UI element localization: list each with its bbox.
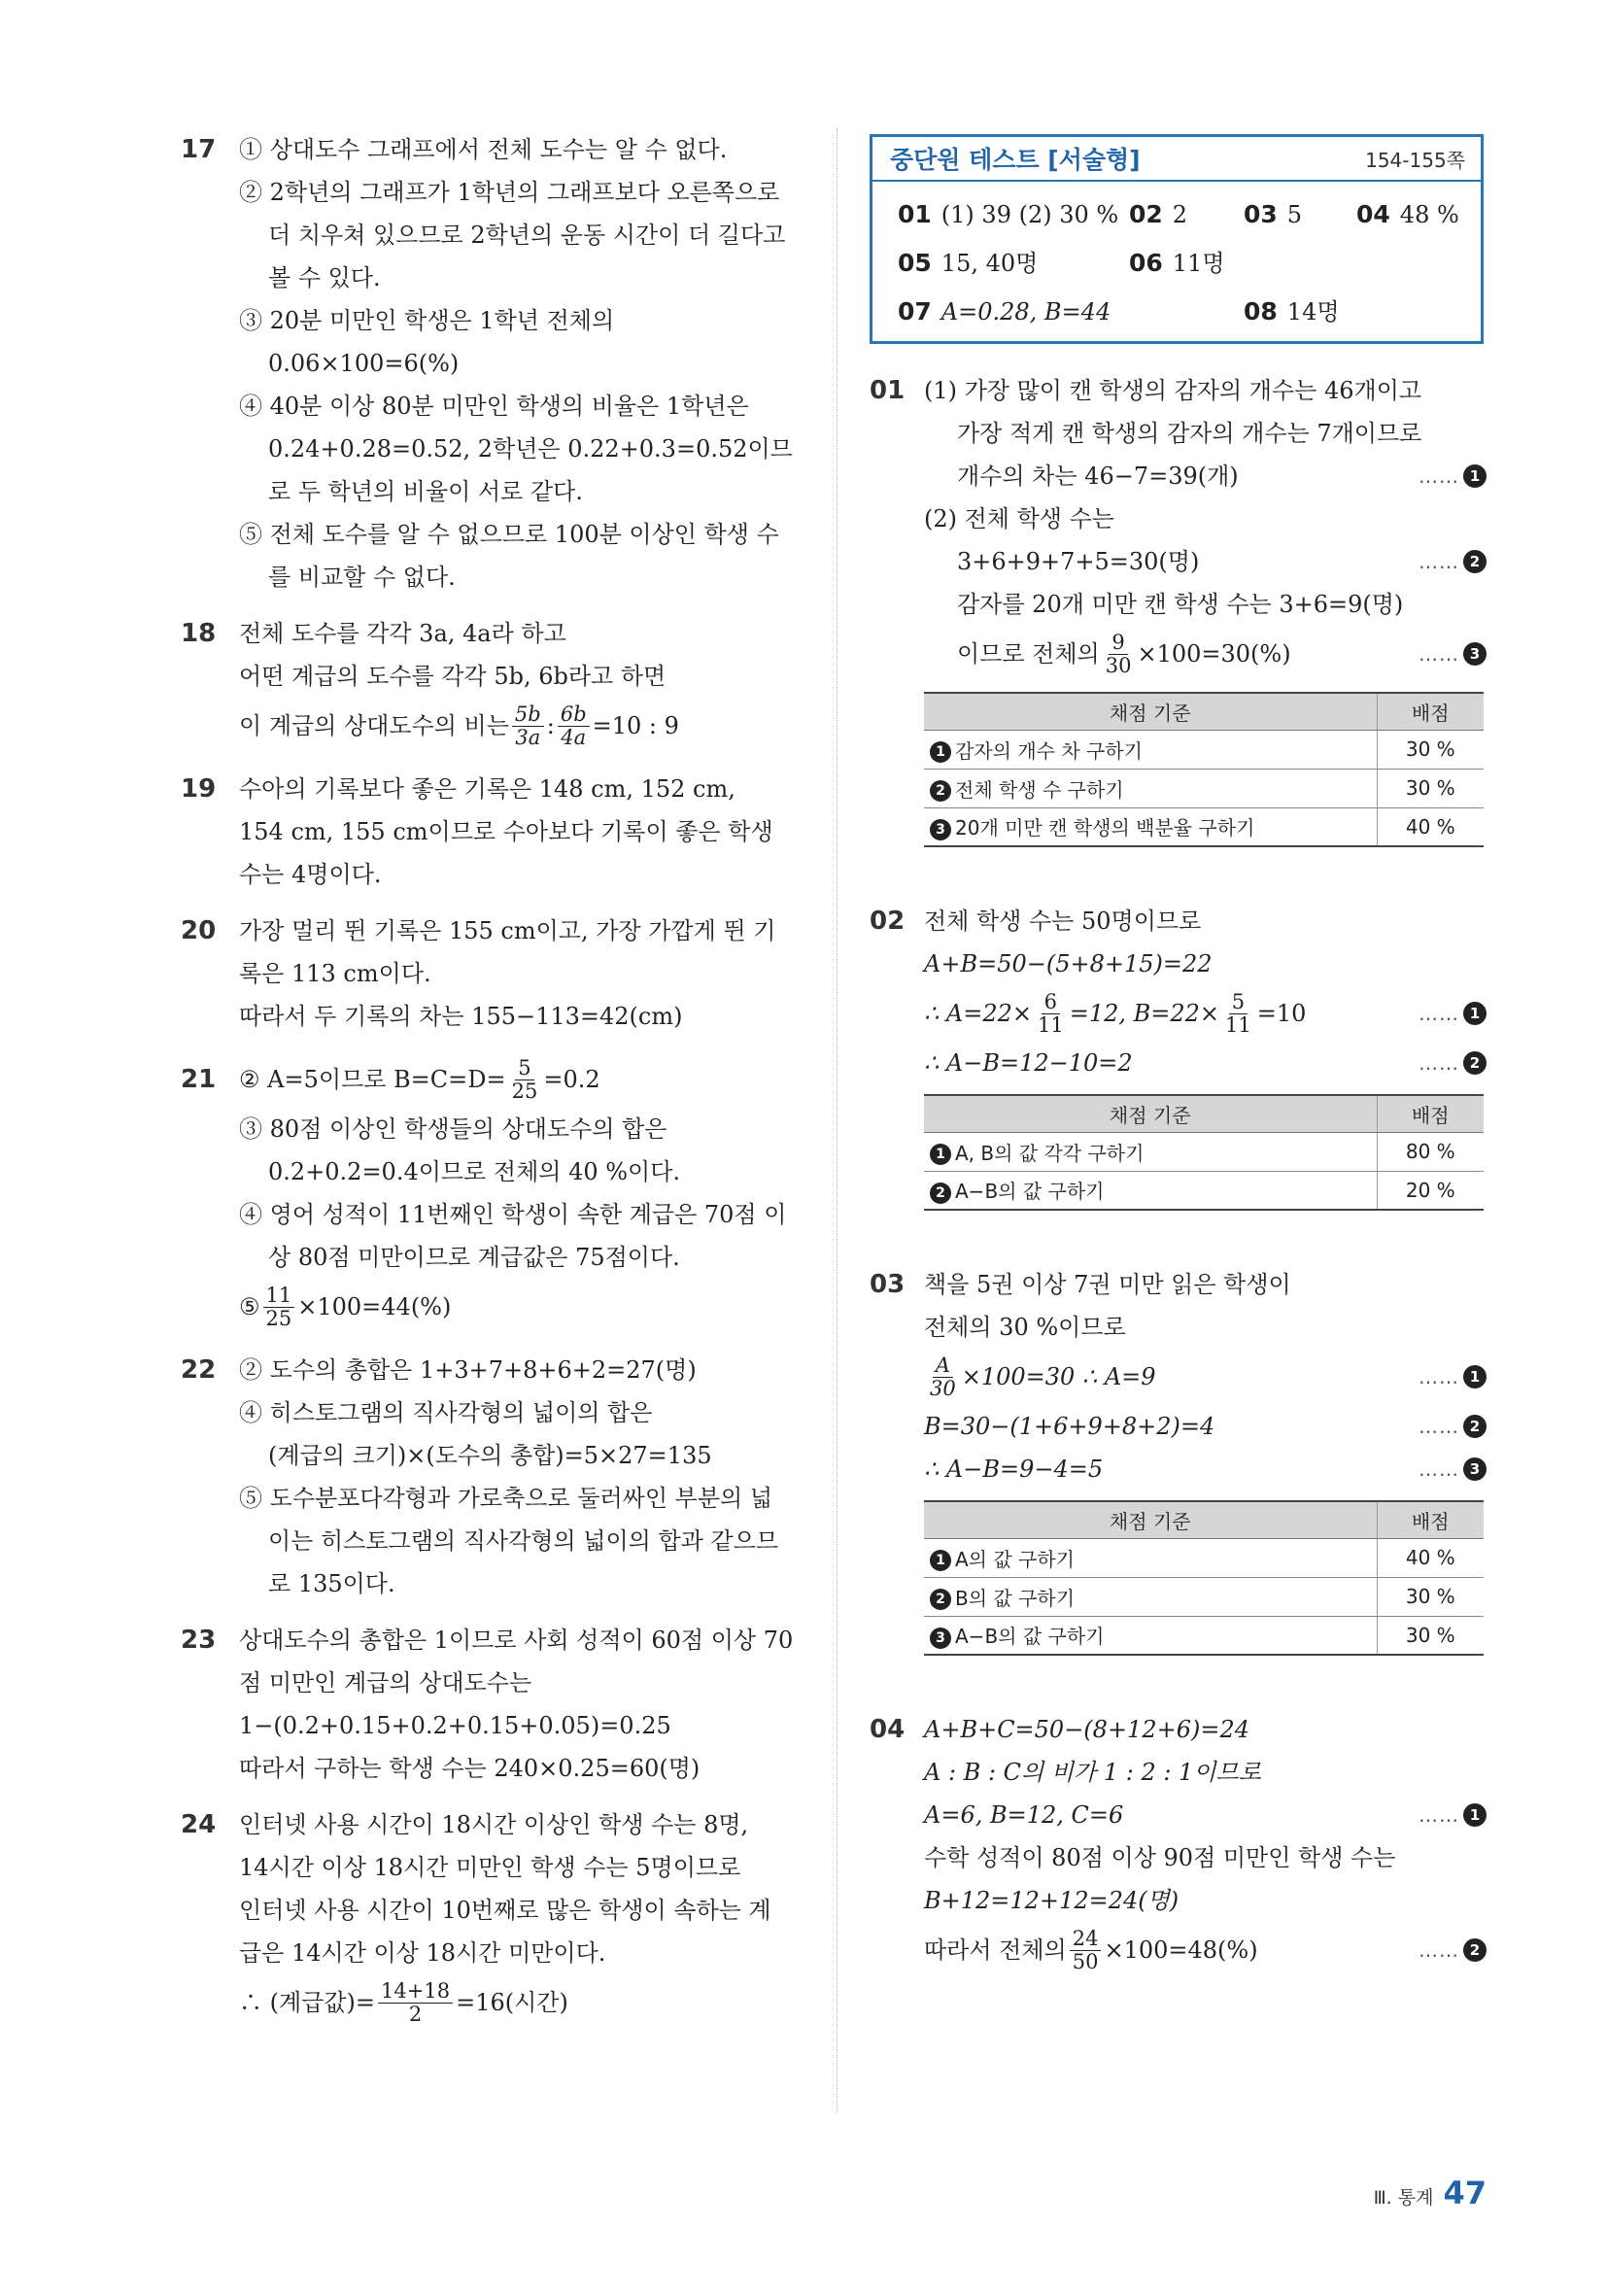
answer-01 <box>870 369 1487 847</box>
text-line: A+B+C=50−(8+12+6)=24 <box>924 1716 1249 1743</box>
text-line: ② 도수의 총합은 1+3+7+8+6+2=27(명) <box>239 1356 697 1384</box>
text-segment: =10 : 9 <box>592 712 679 739</box>
fraction-numerator: 14+18 <box>378 1981 453 2004</box>
criteria-cell <box>924 1577 1377 1616</box>
summary-item-answer: 2 <box>1172 201 1188 228</box>
text-line: 1−(0.2+0.15+0.2+0.15+0.05)=0.25 <box>239 1712 671 1739</box>
math-line <box>924 626 1487 682</box>
points-cell: 30 % <box>1377 769 1484 807</box>
problem-21 <box>181 1051 803 1335</box>
problem-number: 19 <box>181 774 217 804</box>
text-line: ④ 영어 성적이 11번째인 학생이 속한 계급은 70점 이 <box>239 1201 787 1228</box>
criteria-cell <box>924 807 1377 846</box>
text-segment: ×100=30(%) <box>1137 640 1291 668</box>
math-line <box>924 1349 1487 1405</box>
text-line <box>924 1042 1487 1084</box>
text-segment: 이 계급의 상대도수의 비는 <box>239 712 509 739</box>
text-line: 0.24+0.28=0.52, 2학년은 0.22+0.3=0.52이므 <box>268 435 793 463</box>
criteria-text: A, B의 값 각각 구하기 <box>955 1141 1145 1165</box>
summary-item-answer: 11명 <box>1172 250 1225 277</box>
text-segment: 따라서 전체의 <box>924 1936 1067 1964</box>
problem-19 <box>181 768 803 896</box>
grading-table <box>924 1500 1484 1656</box>
criteria-text: A−B의 값 구하기 <box>955 1180 1105 1204</box>
step-marker-1 <box>1419 1794 1487 1836</box>
step-number-icon: 1 <box>930 1144 951 1165</box>
fraction-numerator: 6 <box>1042 992 1060 1014</box>
leader-dots: …… <box>1419 1415 1459 1438</box>
problem-number: 20 <box>181 916 217 945</box>
text-line: 상대도수의 총합은 1이므로 사회 성적이 60점 이상 70 <box>239 1627 794 1654</box>
step-marker-2 <box>1419 1042 1487 1084</box>
table-row <box>924 1132 1484 1171</box>
step-number-icon: 1 <box>1463 1365 1487 1388</box>
text-line: 전체 학생 수는 50명이므로 <box>924 908 1202 935</box>
text-segment: ∴ A−B=9−4=5 <box>924 1456 1104 1483</box>
summary-header <box>872 137 1481 182</box>
criteria-header: 채점 기준 <box>924 693 1377 730</box>
right-column <box>870 134 1487 1992</box>
points-cell: 40 % <box>1377 1538 1484 1577</box>
criteria-text: A의 값 구하기 <box>955 1547 1075 1571</box>
criteria-text: 20개 미만 캔 학생의 백분율 구하기 <box>955 816 1255 840</box>
text-segment: ∴ A−B=12−10=2 <box>924 1049 1133 1077</box>
table-header-row <box>924 693 1484 730</box>
text-line: 수학 성적이 80점 이상 90점 미만인 학생 수는 <box>924 1844 1396 1871</box>
page-footer <box>1374 2175 1487 2211</box>
step-marker-3 <box>1419 1448 1487 1491</box>
left-column <box>181 128 803 2044</box>
text-line: ③ 20분 미만인 학생은 1학년 전체의 <box>239 307 615 334</box>
text-line: 수아의 기록보다 좋은 기록은 148 cm, 152 cm, <box>239 775 735 803</box>
points-cell: 30 % <box>1377 1577 1484 1616</box>
text-segment: =12, B=22× <box>1069 1000 1220 1027</box>
fraction-denominator: 11 <box>1038 1012 1064 1037</box>
text-segment: B=30−(1+6+9+8+2)=4 <box>924 1413 1215 1440</box>
text-line <box>924 455 1487 497</box>
summary-item-number: 07 <box>898 297 932 326</box>
summary-item-01 <box>898 197 1118 232</box>
criteria-text: B의 값 구하기 <box>955 1586 1076 1610</box>
points-cell: 30 % <box>1377 730 1484 769</box>
text-line: 0.06×100=6(%) <box>268 350 460 377</box>
criteria-text: A−B의 값 구하기 <box>955 1625 1105 1649</box>
math-line <box>239 1974 803 2031</box>
text-segment: ×100=30 ∴ A=9 <box>961 1363 1156 1390</box>
leader-dots: …… <box>1419 464 1459 488</box>
leader-dots: …… <box>1419 1051 1459 1075</box>
text-line: 인터넷 사용 시간이 18시간 이상인 학생 수는 8명, <box>239 1811 749 1838</box>
problem-22 <box>181 1349 803 1605</box>
table-row <box>924 730 1484 769</box>
text-line: ③ 80점 이상인 학생들의 상대도수의 합은 <box>239 1115 667 1143</box>
text-line: 전체의 30 %이므로 <box>924 1314 1126 1341</box>
table-row <box>924 1538 1484 1577</box>
summary-item-number: 02 <box>1129 200 1163 228</box>
text-segment: ⑤ <box>239 1293 260 1320</box>
text-line: ④ 40분 이상 80분 미만인 학생의 비율은 1학년은 <box>239 393 749 420</box>
summary-item-number: 05 <box>898 249 932 277</box>
summary-item-number: 03 <box>1244 200 1278 228</box>
fraction <box>509 1055 541 1103</box>
step-number-icon: 2 <box>1463 1415 1487 1438</box>
fraction <box>927 1355 959 1399</box>
step-marker-2 <box>1419 1405 1487 1448</box>
summary-item-answer: A=0.28, B=44 <box>940 298 1111 326</box>
text-line: ① 상대도수 그래프에서 전체 도수는 알 수 없다. <box>239 136 728 163</box>
text-line: ② 2학년의 그래프가 1학년의 그래프보다 오른쪽으로 <box>239 179 780 206</box>
text-line: 볼 수 있다. <box>268 264 381 291</box>
summary-item-03 <box>1244 197 1302 232</box>
text-line <box>924 1794 1487 1836</box>
text-line: (2) 전체 학생 수는 <box>924 505 1114 532</box>
fraction-numerator: 9 <box>1109 633 1127 655</box>
criteria-cell <box>924 1132 1377 1171</box>
text-segment: ∴ A=22× <box>924 1000 1032 1027</box>
fraction-numerator: 24 <box>1070 1929 1102 1951</box>
text-line: ④ 히스토그램의 직사각형의 넓이의 합은 <box>239 1399 653 1426</box>
text-line: ⑤ 도수분포다각형과 가로축으로 둘러싸인 부분의 넓 <box>239 1485 773 1512</box>
grading-table <box>924 1094 1484 1211</box>
fraction <box>1035 989 1067 1037</box>
problem-number: 22 <box>181 1355 217 1385</box>
summary-item-07 <box>898 294 1111 329</box>
fraction-numerator: 11 <box>263 1285 295 1308</box>
fraction <box>512 704 544 748</box>
text-line <box>924 540 1487 583</box>
fraction <box>558 704 590 748</box>
answer-04 <box>870 1708 1487 1978</box>
summary-item-answer: (1) 39 (2) 30 % <box>940 201 1119 228</box>
summary-title: 중단원 테스트 [서술형] <box>890 146 1141 174</box>
problem-number: 03 <box>870 1270 906 1299</box>
text-line: 급은 14시간 이상 18시간 미만이다. <box>239 1939 606 1967</box>
step-marker-3 <box>1419 626 1487 682</box>
problem-number: 18 <box>181 619 217 648</box>
criteria-header: 채점 기준 <box>924 1095 1377 1132</box>
step-number-icon: 2 <box>1463 1051 1487 1075</box>
leader-dots: …… <box>1419 1457 1459 1481</box>
text-line <box>924 1405 1487 1448</box>
points-header: 배점 <box>1377 1501 1484 1538</box>
text-line: (1) 가장 많이 캔 학생의 감자의 개수는 46개이고 <box>924 377 1422 404</box>
fraction-numerator: 5 <box>1229 992 1248 1014</box>
table-row <box>924 769 1484 807</box>
step-number-icon: 2 <box>930 1589 951 1610</box>
step-number-icon: 3 <box>930 819 951 840</box>
text-line: (계급의 크기)×(도수의 총합)=5×27=135 <box>268 1442 712 1469</box>
text-line: 따라서 두 기록의 차는 155−113=42(cm) <box>239 1003 683 1030</box>
points-header: 배점 <box>1377 693 1484 730</box>
step-number-icon: 1 <box>1463 1002 1487 1025</box>
step-number-icon: 1 <box>1463 1803 1487 1827</box>
text-segment: ×100=48(%) <box>1104 1936 1258 1964</box>
text-segment: 이므로 전체의 <box>957 640 1100 668</box>
problem-number: 02 <box>870 907 906 936</box>
math-line <box>924 985 1487 1042</box>
step-number-icon: 2 <box>1463 1938 1487 1962</box>
problem-24 <box>181 1803 803 2031</box>
criteria-cell <box>924 1538 1377 1577</box>
criteria-cell <box>924 730 1377 769</box>
text-segment: ② A=5이므로 B=C=D= <box>239 1066 506 1093</box>
fraction-denominator: 11 <box>1225 1012 1251 1037</box>
column-divider <box>837 128 838 2112</box>
criteria-cell <box>924 1616 1377 1655</box>
points-header: 배점 <box>1377 1095 1484 1132</box>
summary-item-answer: 14명 <box>1286 298 1340 326</box>
summary-item-number: 04 <box>1356 200 1390 228</box>
step-number-icon: 2 <box>930 780 951 802</box>
math-line <box>239 1279 803 1335</box>
page-number: 47 <box>1443 2175 1487 2211</box>
text-line: 점 미만인 계급의 상대도수는 <box>239 1669 532 1696</box>
leader-dots: …… <box>1419 642 1459 666</box>
leader-dots: …… <box>1419 550 1459 573</box>
text-line: 가장 적게 캔 학생의 감자의 개수는 7개이므로 <box>957 420 1422 447</box>
text-line: ⑤ 전체 도수를 알 수 없으므로 100분 이상인 학생 수 <box>239 521 779 548</box>
text-segment: A=6, B=12, C=6 <box>924 1801 1124 1829</box>
problem-number: 23 <box>181 1626 217 1655</box>
step-marker-2 <box>1419 1922 1487 1978</box>
step-number-icon: 3 <box>930 1628 951 1649</box>
step-number-icon: 1 <box>930 1550 951 1571</box>
fraction-denominator: 30 <box>1105 653 1132 677</box>
problem-number: 01 <box>870 376 906 405</box>
criteria-cell <box>924 1171 1377 1210</box>
text-line <box>924 1448 1487 1491</box>
table-row <box>924 1616 1484 1655</box>
criteria-cell <box>924 769 1377 807</box>
text-line: 154 cm, 155 cm이므로 수아보다 기록이 좋은 학생 <box>239 818 773 845</box>
text-line: 로 135이다. <box>268 1570 395 1597</box>
step-number-icon: 3 <box>1463 1457 1487 1481</box>
leader-dots: …… <box>1419 1002 1459 1025</box>
leader-dots: …… <box>1419 1365 1459 1388</box>
text-line: 책을 5권 이상 7권 미만 읽은 학생이 <box>924 1271 1291 1298</box>
text-segment: 3+6+9+7+5=30(명) <box>957 548 1200 575</box>
step-number-icon: 1 <box>930 741 951 763</box>
points-cell: 20 % <box>1377 1171 1484 1210</box>
points-cell: 40 % <box>1377 807 1484 846</box>
text-line: 이는 히스토그램의 직사각형의 넓이의 합과 같으므 <box>268 1527 779 1555</box>
text-line: A+B=50−(5+8+15)=22 <box>924 950 1213 977</box>
step-number-icon: 3 <box>1463 642 1487 666</box>
points-cell: 30 % <box>1377 1616 1484 1655</box>
text-segment: 개수의 차는 46−7=39(개) <box>957 463 1239 490</box>
fraction <box>1070 1926 1102 1973</box>
problem-number: 04 <box>870 1715 906 1744</box>
summary-item-02 <box>1129 197 1187 232</box>
summary-item-answer: 48 % <box>1399 201 1459 228</box>
text-line: B+12=12+12=24(명) <box>924 1887 1180 1914</box>
text-line: 를 비교할 수 없다. <box>268 564 456 591</box>
problem-number: 24 <box>181 1810 217 1839</box>
problem-number: 17 <box>181 135 217 164</box>
step-number-icon: 2 <box>1463 550 1487 573</box>
text-line: 14시간 이상 18시간 미만인 학생 수는 5명이므로 <box>239 1854 741 1881</box>
problem-17 <box>181 128 803 599</box>
colon: : <box>546 712 555 739</box>
fraction-denominator: 50 <box>1072 1949 1099 1973</box>
fraction-numerator: 6b <box>558 704 590 727</box>
fraction-denominator: 4a <box>561 725 587 749</box>
fraction-denominator: 2 <box>408 2002 423 2026</box>
summary-item-05 <box>898 246 1038 281</box>
fraction-denominator: 25 <box>265 1306 292 1330</box>
text-line: 수는 4명이다. <box>239 861 382 888</box>
step-number-icon: 1 <box>1463 464 1487 488</box>
fraction <box>1103 630 1135 677</box>
summary-item-06 <box>1129 246 1225 281</box>
step-marker-1 <box>1419 1349 1487 1405</box>
text-line: 상 80점 미만이므로 계급값은 75점이다. <box>268 1244 680 1271</box>
text-segment: ∴ (계급값)= <box>239 1989 376 2016</box>
summary-item-04 <box>1356 197 1459 232</box>
text-line: 록은 113 cm이다. <box>239 960 431 987</box>
table-header-row <box>924 1501 1484 1538</box>
step-marker-1 <box>1419 455 1487 497</box>
fraction-numerator: 5b <box>512 704 544 727</box>
text-segment: ×100=44(%) <box>297 1293 452 1320</box>
text-line: 어떤 계급의 도수를 각각 5b, 6b라고 하면 <box>239 663 667 690</box>
fraction-numerator: 5 <box>515 1058 533 1080</box>
answer-03 <box>870 1263 1487 1656</box>
summary-item-number: 06 <box>1129 249 1163 277</box>
table-row <box>924 1577 1484 1616</box>
fraction-numerator: A <box>933 1355 953 1378</box>
math-line <box>239 698 803 754</box>
text-line: 가장 멀리 뛴 기록은 155 cm이고, 가장 가깝게 뛴 기 <box>239 917 776 944</box>
chapter-label: Ⅲ. 통계 <box>1373 2187 1434 2209</box>
text-line: 전체 도수를 각각 3a, 4a라 하고 <box>239 620 566 647</box>
criteria-text: 전체 학생 수 구하기 <box>955 777 1124 802</box>
answer-02 <box>870 900 1487 1211</box>
leader-dots: …… <box>1419 1803 1459 1827</box>
summary-item-number: 08 <box>1244 297 1278 326</box>
text-line: 더 치우쳐 있으므로 2학년의 운동 시간이 더 길다고 <box>268 222 786 249</box>
summary-item-08 <box>1244 294 1340 329</box>
fraction <box>378 1978 453 2026</box>
table-header-row <box>924 1095 1484 1132</box>
math-line <box>239 1051 803 1108</box>
criteria-text: 감자의 개수 차 구하기 <box>955 738 1143 763</box>
fraction-denominator: 3a <box>515 725 541 749</box>
fraction <box>1222 989 1254 1037</box>
grading-table <box>924 692 1484 847</box>
text-line: 따라서 구하는 학생 수는 240×0.25=60(명) <box>239 1755 701 1782</box>
summary-item-answer: 15, 40명 <box>940 250 1039 277</box>
summary-page-range: 154-155쪽 <box>1365 148 1465 172</box>
fraction <box>263 1285 295 1329</box>
problem-20 <box>181 909 803 1038</box>
fraction-denominator: 25 <box>511 1079 538 1103</box>
leader-dots: …… <box>1419 1938 1459 1962</box>
problem-23 <box>181 1619 803 1790</box>
text-line: 감자를 20개 미만 캔 학생 수는 3+6=9(명) <box>957 591 1404 618</box>
summary-item-answer: 5 <box>1286 201 1303 228</box>
summary-item-number: 01 <box>898 200 932 228</box>
summary-answer-box <box>870 134 1484 344</box>
step-number-icon: 2 <box>930 1182 951 1204</box>
text-segment: =16(시간) <box>456 1989 568 2016</box>
text-line: 인터넷 사용 시간이 10번째로 많은 학생이 속하는 계 <box>239 1897 771 1924</box>
step-marker-1 <box>1419 985 1487 1042</box>
points-cell: 80 % <box>1377 1132 1484 1171</box>
step-marker-2 <box>1419 540 1487 583</box>
text-segment: =10 <box>1256 1000 1307 1027</box>
text-segment: =0.2 <box>543 1066 600 1093</box>
fraction-denominator: 30 <box>930 1376 956 1400</box>
text-line: A : B : C의 비가 1 : 2 : 1이므로 <box>924 1759 1261 1786</box>
text-line: 0.2+0.2=0.4이므로 전체의 40 %이다. <box>268 1158 681 1185</box>
table-row <box>924 1171 1484 1210</box>
problem-number: 21 <box>181 1065 217 1094</box>
text-line: 로 두 학년의 비율이 서로 같다. <box>268 478 583 505</box>
criteria-header: 채점 기준 <box>924 1501 1377 1538</box>
problem-18 <box>181 612 803 754</box>
math-line <box>924 1922 1487 1978</box>
table-row <box>924 807 1484 846</box>
